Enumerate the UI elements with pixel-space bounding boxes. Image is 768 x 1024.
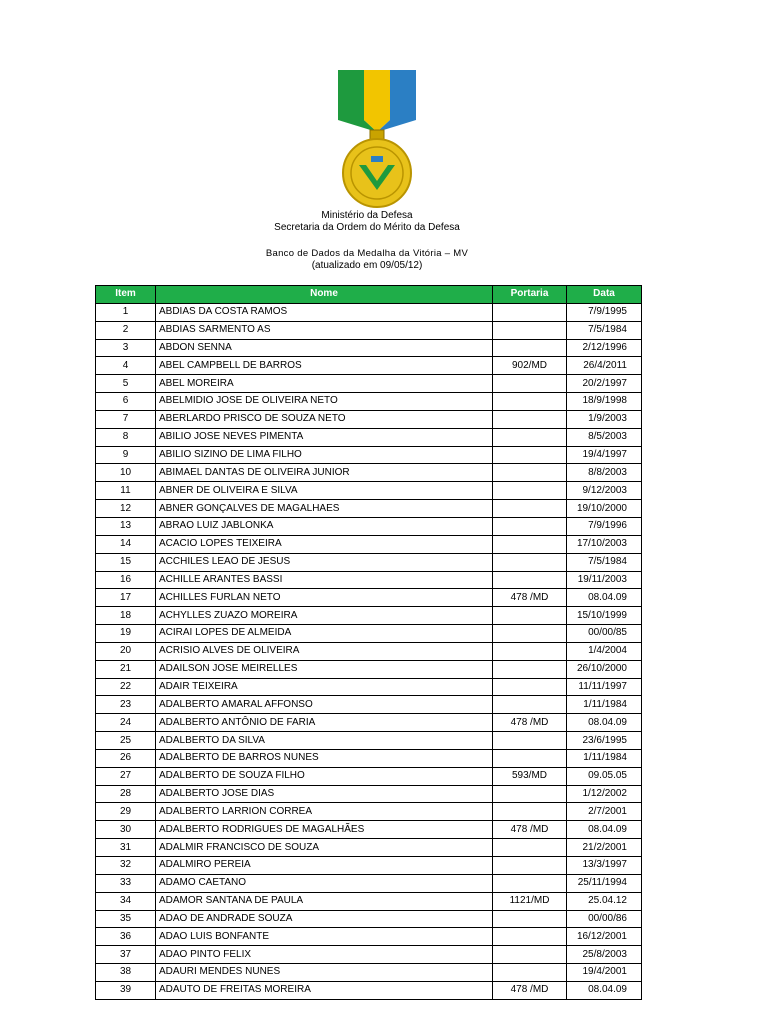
table-row: [96, 393, 642, 411]
cell-portaria: 478 /MD: [493, 714, 567, 732]
cell-portaria: 478 /MD: [493, 821, 567, 839]
cell-item: 31: [96, 839, 156, 857]
cell-item: 1: [96, 303, 156, 321]
cell-nome: ABRAO LUIZ JABLONKA: [156, 517, 493, 535]
table-row: [96, 303, 642, 321]
medal-emblem: [334, 70, 420, 210]
cell-portaria: [493, 642, 567, 660]
cell-data: 11/11/1997: [567, 678, 642, 696]
cell-data: 1/12/2002: [567, 785, 642, 803]
cell-portaria: [493, 321, 567, 339]
database-title: Banco de Dados da Medalha da Vitória – MV: [265, 248, 469, 259]
cell-portaria: [493, 535, 567, 553]
cell-portaria: 1121/MD: [493, 892, 567, 910]
table-row: [96, 964, 642, 982]
cell-portaria: [493, 660, 567, 678]
cell-nome: ABNER GONÇALVES DE MAGALHAES: [156, 500, 493, 518]
table-row: [96, 428, 642, 446]
cell-data: 19/4/1997: [567, 446, 642, 464]
table-row: [96, 732, 642, 750]
cell-item: 19: [96, 625, 156, 643]
column-header-nome: Nome: [156, 286, 493, 304]
cell-nome: ADALBERTO ANTÔNIO DE FARIA: [156, 714, 493, 732]
cell-item: 2: [96, 321, 156, 339]
table-row: [96, 696, 642, 714]
cell-nome: ADALBERTO DA SILVA: [156, 732, 493, 750]
cell-portaria: [493, 500, 567, 518]
table-row: [96, 339, 642, 357]
table-body: [96, 303, 642, 999]
cell-data: 26/4/2011: [567, 357, 642, 375]
cell-portaria: 478 /MD: [493, 589, 567, 607]
cell-item: 4: [96, 357, 156, 375]
column-header-portaria: Portaria: [493, 286, 567, 304]
cell-portaria: [493, 553, 567, 571]
cell-data: 7/5/1984: [567, 553, 642, 571]
table-row: [96, 482, 642, 500]
cell-portaria: [493, 696, 567, 714]
cell-portaria: [493, 928, 567, 946]
cell-data: 7/9/1995: [567, 303, 642, 321]
cell-portaria: [493, 625, 567, 643]
cell-data: 19/4/2001: [567, 964, 642, 982]
cell-portaria: [493, 571, 567, 589]
cell-data: 2/12/1996: [567, 339, 642, 357]
cell-item: 11: [96, 482, 156, 500]
cell-portaria: [493, 839, 567, 857]
cell-portaria: [493, 339, 567, 357]
table-row: [96, 500, 642, 518]
cell-nome: ADAILSON JOSE MEIRELLES: [156, 660, 493, 678]
table-row: [96, 321, 642, 339]
cell-item: 24: [96, 714, 156, 732]
table-row: [96, 857, 642, 875]
table-row: [96, 910, 642, 928]
secretariat-title: Secretaria da Ordem do Mérito da Defesa: [274, 222, 460, 233]
cell-data: 25.04.12: [567, 892, 642, 910]
cell-portaria: [493, 482, 567, 500]
cell-data: 26/10/2000: [567, 660, 642, 678]
cell-nome: ABEL CAMPBELL DE BARROS: [156, 357, 493, 375]
cell-item: 34: [96, 892, 156, 910]
cell-data: 7/5/1984: [567, 321, 642, 339]
cell-item: 33: [96, 874, 156, 892]
table-row: [96, 553, 642, 571]
cell-item: 29: [96, 803, 156, 821]
cell-item: 36: [96, 928, 156, 946]
cell-nome: ABNER DE OLIVEIRA E SILVA: [156, 482, 493, 500]
cell-portaria: [493, 946, 567, 964]
cell-nome: ABDIAS DA COSTA RAMOS: [156, 303, 493, 321]
table-row: [96, 714, 642, 732]
cell-item: 35: [96, 910, 156, 928]
table-row: [96, 892, 642, 910]
cell-portaria: [493, 517, 567, 535]
cell-nome: ADAMO CAETANO: [156, 874, 493, 892]
cell-data: 1/11/1984: [567, 749, 642, 767]
table-row: [96, 981, 642, 999]
cell-item: 39: [96, 981, 156, 999]
cell-portaria: [493, 607, 567, 625]
cell-data: 23/6/1995: [567, 732, 642, 750]
cell-portaria: [493, 446, 567, 464]
cell-portaria: [493, 785, 567, 803]
cell-portaria: [493, 464, 567, 482]
ministry-title: Ministério da Defesa: [321, 210, 413, 221]
cell-nome: ADALBERTO LARRION CORREA: [156, 803, 493, 821]
cell-portaria: [493, 910, 567, 928]
cell-portaria: [493, 678, 567, 696]
table-row: [96, 642, 642, 660]
table-row: [96, 821, 642, 839]
cell-nome: ADAUTO DE FREITAS MOREIRA: [156, 981, 493, 999]
table-row: [96, 839, 642, 857]
cell-data: 19/10/2000: [567, 500, 642, 518]
cell-portaria: [493, 732, 567, 750]
cell-portaria: [493, 375, 567, 393]
table-row: [96, 446, 642, 464]
cell-portaria: 593/MD: [493, 767, 567, 785]
table-row: [96, 928, 642, 946]
cell-data: 1/11/1984: [567, 696, 642, 714]
cell-item: 38: [96, 964, 156, 982]
cell-data: 09.05.05: [567, 767, 642, 785]
cell-data: 08.04.09: [567, 821, 642, 839]
cell-data: 13/3/1997: [567, 857, 642, 875]
cell-nome: ADALMIR FRANCISCO DE SOUZA: [156, 839, 493, 857]
cell-nome: ADAMOR SANTANA DE PAULA: [156, 892, 493, 910]
cell-nome: ADALMIRO PEREIA: [156, 857, 493, 875]
cell-nome: ABELMIDIO JOSE DE OLIVEIRA NETO: [156, 393, 493, 411]
cell-data: 08.04.09: [567, 714, 642, 732]
cell-nome: ADAURI MENDES NUNES: [156, 964, 493, 982]
cell-data: 7/9/1996: [567, 517, 642, 535]
cell-nome: ACCHILES LEAO DE JESUS: [156, 553, 493, 571]
column-header-item: Item: [96, 286, 156, 304]
cell-item: 17: [96, 589, 156, 607]
cell-nome: ABILIO JOSE NEVES PIMENTA: [156, 428, 493, 446]
cell-data: 16/12/2001: [567, 928, 642, 946]
cell-nome: ADALBERTO DE BARROS NUNES: [156, 749, 493, 767]
table-row: [96, 749, 642, 767]
cell-portaria: [493, 803, 567, 821]
cell-data: 25/8/2003: [567, 946, 642, 964]
column-header-data: Data: [567, 286, 642, 304]
cell-data: 19/11/2003: [567, 571, 642, 589]
cell-item: 14: [96, 535, 156, 553]
cell-item: 28: [96, 785, 156, 803]
cell-nome: ABEL MOREIRA: [156, 375, 493, 393]
cell-item: 8: [96, 428, 156, 446]
table-row: [96, 410, 642, 428]
cell-item: 30: [96, 821, 156, 839]
cell-nome: ADAO LUIS BONFANTE: [156, 928, 493, 946]
table-row: [96, 535, 642, 553]
table-row: [96, 607, 642, 625]
table-row: [96, 946, 642, 964]
cell-nome: ACHILLES FURLAN NETO: [156, 589, 493, 607]
table-row: [96, 589, 642, 607]
cell-data: 1/9/2003: [567, 410, 642, 428]
table-row: [96, 660, 642, 678]
cell-nome: ADAO PINTO FELIX: [156, 946, 493, 964]
cell-item: 5: [96, 375, 156, 393]
cell-data: 8/5/2003: [567, 428, 642, 446]
cell-nome: ADAO DE ANDRADE SOUZA: [156, 910, 493, 928]
table-row: [96, 357, 642, 375]
cell-item: 27: [96, 767, 156, 785]
cell-item: 37: [96, 946, 156, 964]
cell-portaria: [493, 857, 567, 875]
cell-nome: ACRISIO ALVES DE OLIVEIRA: [156, 642, 493, 660]
cell-item: 20: [96, 642, 156, 660]
cell-item: 10: [96, 464, 156, 482]
cell-nome: ADALBERTO JOSE DIAS: [156, 785, 493, 803]
cell-item: 13: [96, 517, 156, 535]
cell-data: 2/7/2001: [567, 803, 642, 821]
cell-nome: ACHILLE ARANTES BASSI: [156, 571, 493, 589]
cell-nome: ADALBERTO AMARAL AFFONSO: [156, 696, 493, 714]
cell-item: 3: [96, 339, 156, 357]
table-row: [96, 785, 642, 803]
cell-data: 00/00/85: [567, 625, 642, 643]
cell-nome: ABERLARDO PRISCO DE SOUZA NETO: [156, 410, 493, 428]
cell-item: 9: [96, 446, 156, 464]
table-row: [96, 874, 642, 892]
cell-item: 23: [96, 696, 156, 714]
cell-portaria: [493, 749, 567, 767]
cell-data: 8/8/2003: [567, 464, 642, 482]
cell-nome: ADAIR TEIXEIRA: [156, 678, 493, 696]
cell-portaria: [493, 964, 567, 982]
cell-portaria: 478 /MD: [493, 981, 567, 999]
cell-item: 7: [96, 410, 156, 428]
cell-nome: ABDIAS SARMENTO AS: [156, 321, 493, 339]
cell-nome: ABDON SENNA: [156, 339, 493, 357]
cell-item: 21: [96, 660, 156, 678]
cell-nome: ABIMAEL DANTAS DE OLIVEIRA JUNIOR: [156, 464, 493, 482]
cell-data: 08.04.09: [567, 589, 642, 607]
cell-nome: ABILIO SIZINO DE LIMA FILHO: [156, 446, 493, 464]
cell-item: 22: [96, 678, 156, 696]
table-header-row: [96, 286, 642, 304]
cell-item: 26: [96, 749, 156, 767]
table-row: [96, 767, 642, 785]
cell-item: 25: [96, 732, 156, 750]
cell-data: 1/4/2004: [567, 642, 642, 660]
cell-nome: ACACIO LOPES TEIXEIRA: [156, 535, 493, 553]
table-row: [96, 517, 642, 535]
cell-item: 16: [96, 571, 156, 589]
cell-item: 15: [96, 553, 156, 571]
cell-data: 00/00/86: [567, 910, 642, 928]
cell-nome: ADALBERTO RODRIGUES DE MAGALHÃES: [156, 821, 493, 839]
cell-portaria: [493, 393, 567, 411]
cell-nome: ACHYLLES ZUAZO MOREIRA: [156, 607, 493, 625]
cell-nome: ADALBERTO DE SOUZA FILHO: [156, 767, 493, 785]
cell-item: 12: [96, 500, 156, 518]
cell-data: 21/2/2001: [567, 839, 642, 857]
update-date: (atualizado em 09/05/12): [311, 260, 423, 271]
cell-data: 17/10/2003: [567, 535, 642, 553]
cell-portaria: [493, 303, 567, 321]
cell-data: 20/2/1997: [567, 375, 642, 393]
table-row: [96, 571, 642, 589]
cell-data: 9/12/2003: [567, 482, 642, 500]
table-row: [96, 464, 642, 482]
cell-item: 6: [96, 393, 156, 411]
cell-item: 32: [96, 857, 156, 875]
table-row: [96, 678, 642, 696]
cell-portaria: [493, 410, 567, 428]
cell-data: 18/9/1998: [567, 393, 642, 411]
cell-data: 15/10/1999: [567, 607, 642, 625]
cell-portaria: [493, 874, 567, 892]
table-row: [96, 625, 642, 643]
cell-portaria: [493, 428, 567, 446]
cell-nome: ACIRAI LOPES DE ALMEIDA: [156, 625, 493, 643]
cell-item: 18: [96, 607, 156, 625]
cell-portaria: 902/MD: [493, 357, 567, 375]
table-row: [96, 375, 642, 393]
medal-table: [95, 285, 642, 1000]
cell-data: 25/11/1994: [567, 874, 642, 892]
table-row: [96, 803, 642, 821]
cell-data: 08.04.09: [567, 981, 642, 999]
